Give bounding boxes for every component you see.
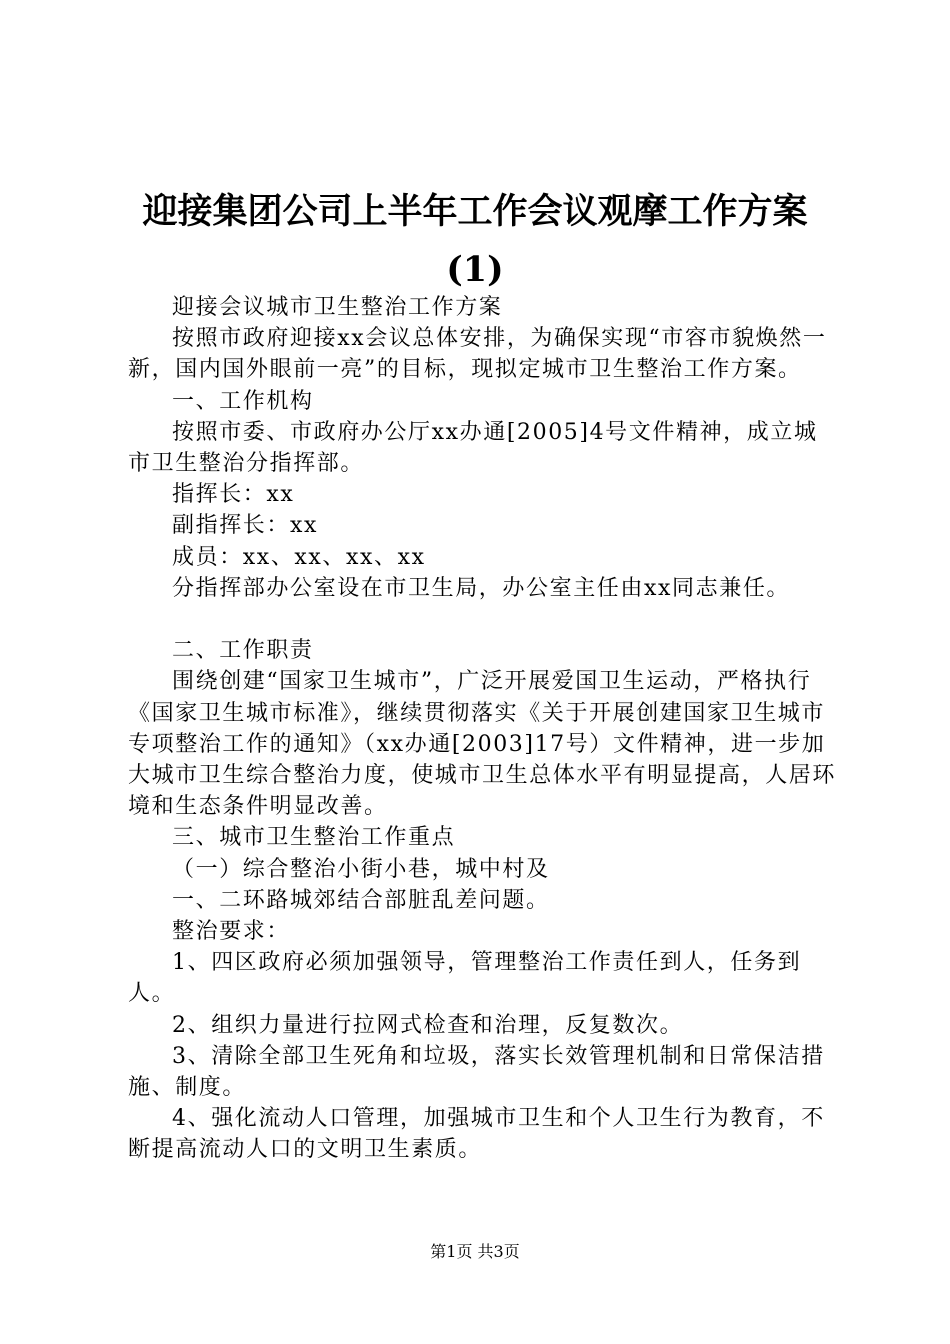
paragraph: 分指挥部办公室设在市卫生局，办公室主任由xx同志兼任。 bbox=[172, 575, 791, 601]
paragraph: 整治要求： bbox=[172, 919, 291, 945]
document-body bbox=[128, 292, 840, 1166]
page-footer: 第1页 共3页 bbox=[430, 1242, 520, 1261]
list-item: 3、清除全部卫生死角和垃圾，落实长效管理机制和日常保洁措施、制度。 bbox=[128, 1043, 825, 1101]
blank-line bbox=[128, 604, 840, 635]
paragraph: 副指挥长：xx bbox=[172, 513, 319, 539]
document-title-suffix: (1) bbox=[446, 249, 504, 290]
paragraph: 指挥长：xx bbox=[172, 482, 295, 508]
section-heading: 二、工作职责 bbox=[172, 638, 314, 664]
paragraph: 成员：xx、xx、xx、xx bbox=[172, 544, 426, 570]
document-title: 迎接集团公司上半年工作会议观摩工作方案 bbox=[142, 191, 808, 232]
list-item: 1、四区政府必须加强领导，管理整治工作责任到人，任务到人。 bbox=[128, 950, 802, 1007]
paragraph: 一、二环路城郊结合部脏乱差问题。 bbox=[172, 887, 550, 913]
paragraph: （一）综合整治小街小巷，城中村及 bbox=[172, 856, 550, 882]
paragraph: 围绕创建“国家卫生城市”，广泛开展爱国卫生运动，严格执行《国家卫生城市标准》，继续贯彻落实《关于开展创建国家卫生城市专项整治工作的通知》（xx办通[2003]17号）文件精神，进一步加大城市卫生综合整治力度，使城市卫生总体水平有明显提高，人居环境和生态条件明显改善。 bbox=[128, 669, 837, 820]
paragraph: 按照市政府迎接xx会议总体安排，为确保实现“市容市貌焕然一新，国内国外眼前一亮”的目标，现拟定城市卫生整治工作方案。 bbox=[128, 326, 827, 383]
section-heading: 一、工作机构 bbox=[172, 388, 314, 414]
paragraph: 按照市委、市政府办公厅xx办通[2005]4号文件精神，成立城市卫生整治分指挥部。 bbox=[128, 419, 818, 477]
list-item: 2、组织力量进行拉网式检查和治理，反复数次。 bbox=[172, 1012, 684, 1038]
section-heading: 三、城市卫生整治工作重点 bbox=[172, 825, 456, 851]
list-item: 4、强化流动人口管理，加强城市卫生和个人卫生行为教育，不断提高流动人口的文明卫生素质。 bbox=[128, 1106, 825, 1163]
paragraph: 迎接会议城市卫生整治工作方案 bbox=[172, 295, 503, 320]
